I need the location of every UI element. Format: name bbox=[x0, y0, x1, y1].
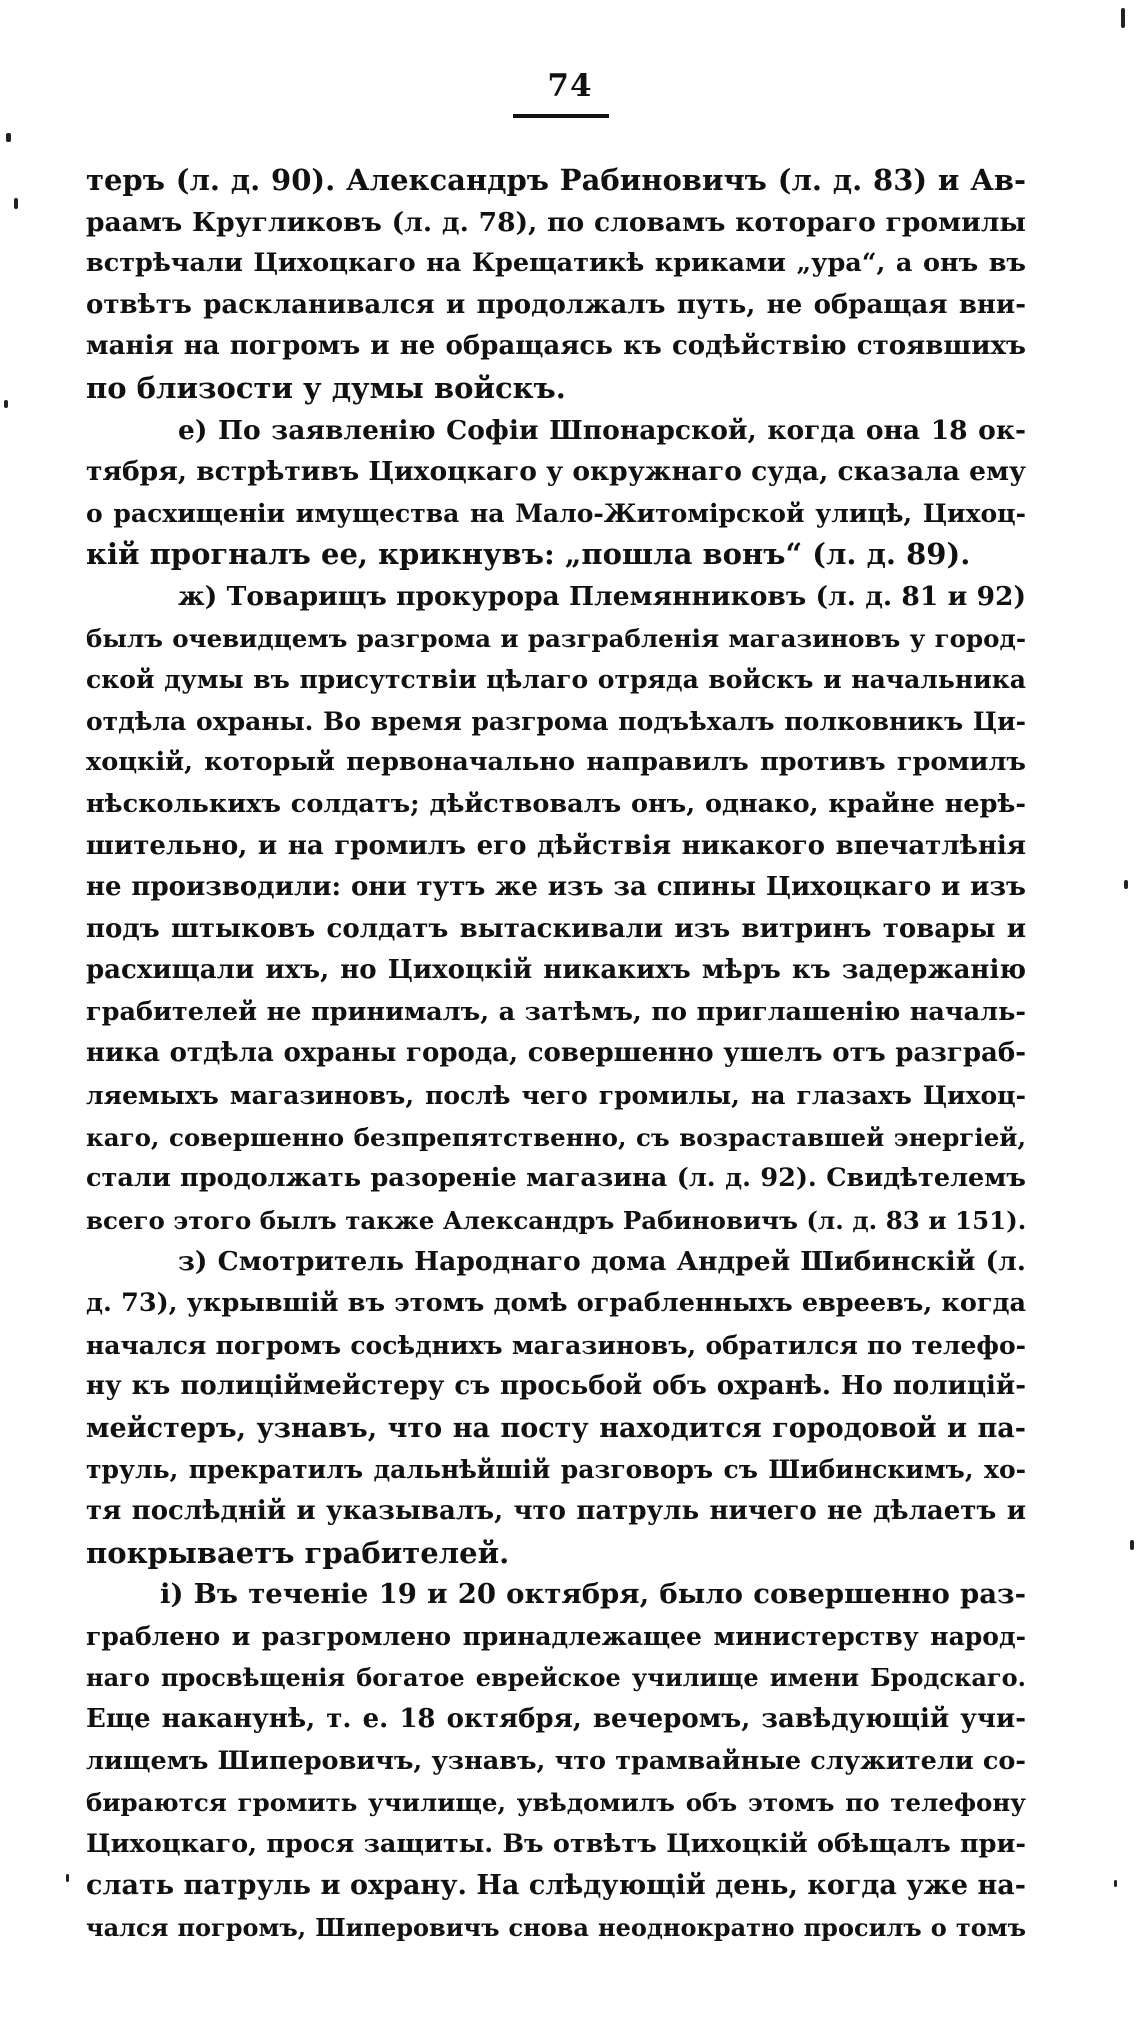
text-line: шительно, и на громилъ его дѣйствія никакого впечатлѣнія bbox=[86, 830, 1026, 861]
text-line: расхищали ихъ, но Цихоцкій никакихъ мѣръ къ задержанію bbox=[86, 955, 1026, 986]
text-line: з) Смотритель Народнаго дома Андрей Шибинскій (л. bbox=[178, 1246, 1026, 1278]
scan-speck bbox=[1114, 1880, 1117, 1887]
text-line: мейстеръ, узнавъ, что на посту находится городовой и па- bbox=[86, 1412, 1026, 1444]
text-line: раамъ Кругликовъ (л. д. 78), по словамъ котораго громилы bbox=[86, 206, 1026, 238]
text-line: нѣсколькихъ солдатъ; дѣйствовалъ онъ, однако, крайне нерѣ- bbox=[86, 788, 1026, 819]
text-line: покрываетъ грабителей. bbox=[86, 1535, 510, 1570]
text-line: не производили: они тутъ же изъ за спины Цихоцкаго и изъ bbox=[86, 872, 1026, 903]
scan-speck bbox=[14, 198, 18, 209]
text-line: ской думы въ присутствіи цѣлаго отряда войскъ и начальника bbox=[86, 665, 1026, 695]
page-number: 74 bbox=[547, 68, 593, 104]
text-line: теръ (л. д. 90). Александръ Рабиновичъ (л. д. 83) и Ав- bbox=[86, 163, 1026, 197]
scan-speck bbox=[4, 400, 8, 408]
text-line: граблено и разгромлено принадлежащее министерству народ- bbox=[86, 1621, 1026, 1651]
text-line: лищемъ Шиперовичъ, узнавъ, что трамвайные служители со- bbox=[86, 1745, 1026, 1776]
text-line: всего этого былъ также Александръ Рабиновичъ (л. д. 83 и 151). bbox=[86, 1205, 1026, 1235]
text-line: слать патруль и охрану. На слѣдующій день, когда уже на- bbox=[86, 1870, 1026, 1902]
text-line: кій прогналъ ее, крикнувъ: „пошла вонъ“ (л. д. 89). bbox=[86, 537, 971, 572]
text-line: былъ очевидцемъ разгрома и разграбленія магазиновъ у город- bbox=[86, 623, 1026, 653]
scan-speck bbox=[66, 1874, 69, 1882]
text-line: встрѣчали Цихоцкаго на Крещатикѣ криками „ура“, а онъ въ bbox=[86, 248, 1026, 279]
text-line: подъ штыковъ солдатъ вытаскивали изъ витринъ товары и bbox=[86, 913, 1026, 944]
text-line: д. 73), укрывшій въ этомъ домѣ ограбленныхъ евреевъ, когда bbox=[86, 1288, 1026, 1319]
text-line: грабителей не принималъ, а затѣмъ, по приглашенію началь- bbox=[86, 996, 1026, 1027]
text-line: і) Въ теченіе 19 и 20 октября, было совершенно раз- bbox=[160, 1578, 1026, 1611]
scan-speck bbox=[6, 133, 11, 142]
text-line: е) По заявленію Софіи Шпонарской, когда она 18 ок- bbox=[178, 414, 1026, 446]
text-line: ну къ полиціймейстеру съ просьбой объ охранѣ. Но полицій- bbox=[86, 1371, 1026, 1402]
body-text bbox=[86, 160, 1026, 1949]
text-line: каго, совершенно безпрепятственно, съ возраставшей энергіей, bbox=[86, 1122, 1026, 1152]
text-line: труль, прекратилъ дальнѣйшій разговоръ съ Шибинскимъ, хо- bbox=[86, 1455, 1026, 1485]
text-line: стали продолжать разореніе магазина (л. д. 92). Свидѣтелемъ bbox=[86, 1163, 1026, 1194]
text-line: отдѣла охраны. Во время разгрома подъѣхалъ полковникъ Ци- bbox=[86, 706, 1026, 736]
text-line: Цихоцкаго, прося защиты. Въ отвѣтъ Цихоцкій обѣщалъ при- bbox=[86, 1828, 1026, 1859]
text-line: наго просвѣщенія богатое еврейское училище имени Бродскаго. bbox=[86, 1663, 1026, 1693]
text-line: ника отдѣла охраны города, совершенно ушелъ отъ разграб- bbox=[86, 1038, 1026, 1069]
text-line: Еще наканунѣ, т. е. 18 октября, вечеромъ, завѣдующій учи- bbox=[86, 1703, 1026, 1734]
text-line: по близости у думы войскъ. bbox=[86, 370, 566, 405]
text-line: тя послѣдній и указывалъ, что патруль ничего не дѣлаетъ и bbox=[86, 1496, 1026, 1526]
text-line: начался погромъ сосѣднихъ магазиновъ, обратился по телефо- bbox=[86, 1330, 1026, 1360]
scan-speck bbox=[1124, 880, 1128, 889]
text-line: чался погромъ, Шиперовичъ снова неоднократно просилъ о томъ bbox=[86, 1912, 1026, 1942]
text-line: ж) Товарищъ прокурора Племянниковъ (л. д. 81 и 92) bbox=[178, 580, 1026, 612]
text-line: тября, встрѣтивъ Цихоцкаго у окружнаго суда, сказала ему bbox=[86, 456, 1026, 488]
text-line: отвѣтъ раскланивался и продолжалъ путь, не обращая вни- bbox=[86, 289, 1026, 320]
text-line: о расхищеніи имущества на Мало-Житомірской улицѣ, Цихоц- bbox=[86, 498, 1026, 528]
text-line: бираются громить училище, увѣдомилъ объ этомъ по телефону bbox=[86, 1788, 1026, 1818]
scan-speck bbox=[1130, 1540, 1134, 1550]
text-line: манія на погромъ и не обращаясь къ содѣйствію стоявшихъ bbox=[86, 331, 1026, 362]
page-number-rule bbox=[513, 114, 609, 118]
text-line: ляемыхъ магазиновъ, послѣ чего громилы, на глазахъ Цихоц- bbox=[86, 1081, 1026, 1111]
scan-speck bbox=[1121, 8, 1125, 28]
text-line: хоцкій, который первоначально направилъ противъ громилъ bbox=[86, 747, 1026, 778]
